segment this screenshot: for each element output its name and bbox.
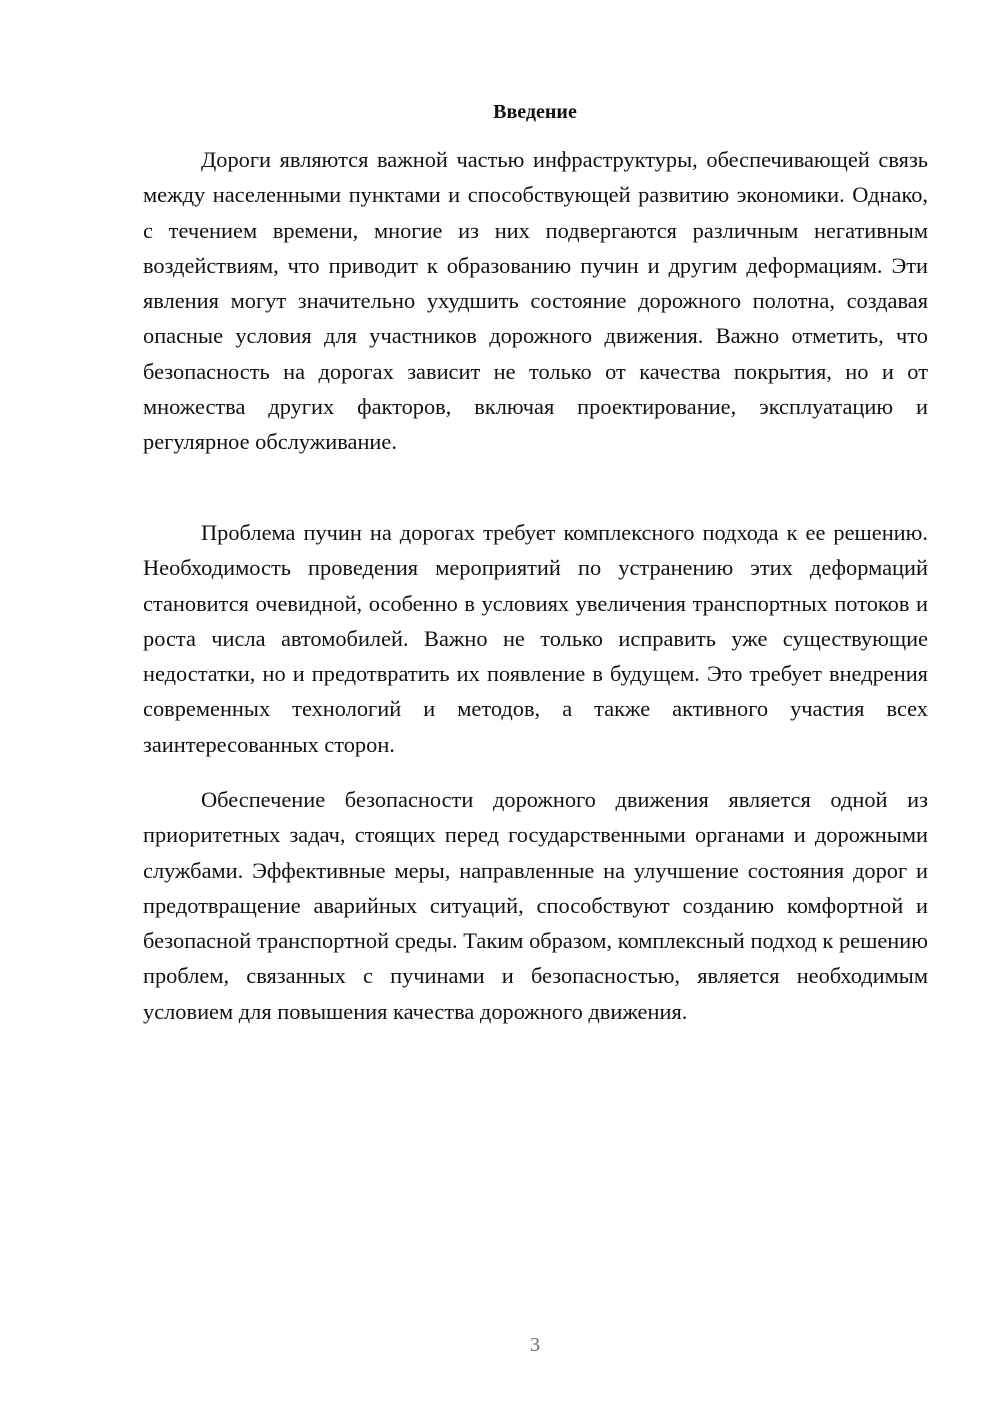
- paragraph-3: Обеспечение безопасности дорожного движения является одной из приоритетных задач, стоящих перед государственными органами и дорожными службами. Эффективные меры, направленные на улучшение состояния дорог и предотвращение аварийных ситуаций, способствуют созданию комфортной и безопасной транспортной среды. Таким образом, комплексный подход к решению проблем, связанных с пучинами и безопасностью, является необходимым условием для повышения качества дорожного движения.: [143, 787, 928, 1024]
- paragraph-1: Дороги являются важной частью инфраструктуры, обеспечивающей связь между населенными пунктами и способствующей развитию экономики. Однако, с течением времени, многие из них подвергаются различным негативным воздействиям, что приводит к образованию пучин и другим деформациям. Эти явления могут значительно ухудшить состояние дорожного полотна, создавая опасные условия для участников дорожного движения. Важно отметить, что безопасность на дорогах зависит не только от качества покрытия, но и от множества других факторов, включая проектирование, эксплуатацию и регулярное обслуживание.: [143, 147, 928, 455]
- paragraph-2: Проблема пучин на дорогах требует комплексного подхода к ее решению. Необходимость проведения мероприятий по устранению этих деформаций становится очевидной, особенно в условиях увеличения транспортных потоков и роста числа автомобилей. Важно не только исправить уже существующие недостатки, но и предотвратить их появление в будущем. Это требует внедрения современных технологий и методов, а также активного участия всех заинтересованных сторон.: [143, 520, 928, 757]
- page-title: Введение: [493, 101, 577, 123]
- page-number: 3: [530, 1334, 540, 1356]
